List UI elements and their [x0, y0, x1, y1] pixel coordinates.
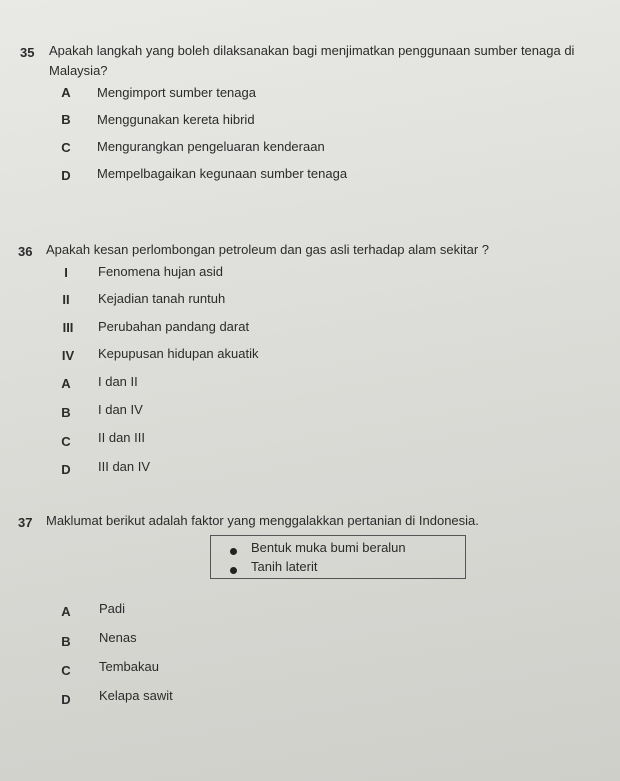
question-number: 35 — [20, 45, 35, 60]
question-number: 36 — [18, 244, 33, 259]
option-text: Kelapa sawit — [99, 688, 173, 703]
option-text: Mengimport sumber tenaga — [97, 85, 256, 100]
question-text-line-1: Apakah kesan perlombongan petroleum dan gas asli terhadap alam sekitar ? — [46, 242, 489, 257]
statement-numeral: IV — [61, 348, 75, 363]
option-letter: A — [61, 85, 71, 100]
option-letter: C — [61, 663, 71, 678]
statement-text: Kepupusan hidupan akuatik — [98, 346, 259, 361]
option-text: I dan IV — [98, 402, 143, 417]
option-text: Padi — [99, 601, 126, 616]
option-text: I dan II — [98, 374, 138, 389]
option-letter: A — [61, 604, 71, 619]
option-letter: D — [61, 462, 71, 477]
option-letter: C — [61, 140, 71, 155]
option-letter: B — [61, 405, 71, 420]
statement-text: Kejadian tanah runtuh — [98, 291, 226, 306]
question-number: 37 — [18, 515, 33, 530]
option-text: Nenas — [99, 630, 137, 645]
statement-numeral: II — [62, 292, 70, 307]
statement-numeral: III — [62, 320, 74, 335]
option-letter: D — [61, 692, 71, 707]
info-item: Bentuk muka bumi beralun — [251, 540, 406, 555]
bullet-icon — [230, 548, 237, 555]
option-text: Menggunakan kereta hibrid — [97, 112, 255, 127]
bullet-icon — [230, 567, 237, 574]
question-text-line-1: Apakah langkah yang boleh dilaksanakan bagi menjimatkan penggunaan sumber tenaga di — [49, 43, 575, 58]
option-text: II dan III — [98, 430, 145, 445]
option-text: III dan IV — [98, 459, 151, 474]
option-letter: C — [61, 434, 71, 449]
question-text-line-1: Maklumat berikut adalah faktor yang menggalakkan pertanian di Indonesia. — [46, 513, 479, 528]
option-text: Mengurangkan pengeluaran kenderaan — [97, 139, 325, 154]
statement-text: Perubahan pandang darat — [98, 319, 250, 334]
option-text: Tembakau — [99, 659, 159, 674]
info-item: Tanih laterit — [251, 559, 318, 574]
option-letter: D — [61, 168, 71, 183]
info-box — [210, 535, 466, 579]
question-text-line-2: Malaysia? — [49, 63, 108, 78]
statement-text: Fenomena hujan asid — [98, 264, 224, 279]
option-letter: A — [61, 376, 71, 391]
option-letter: B — [61, 112, 71, 127]
option-letter: B — [61, 634, 71, 649]
option-text: Mempelbagaikan kegunaan sumber tenaga — [97, 166, 348, 181]
statement-numeral: I — [64, 265, 68, 280]
